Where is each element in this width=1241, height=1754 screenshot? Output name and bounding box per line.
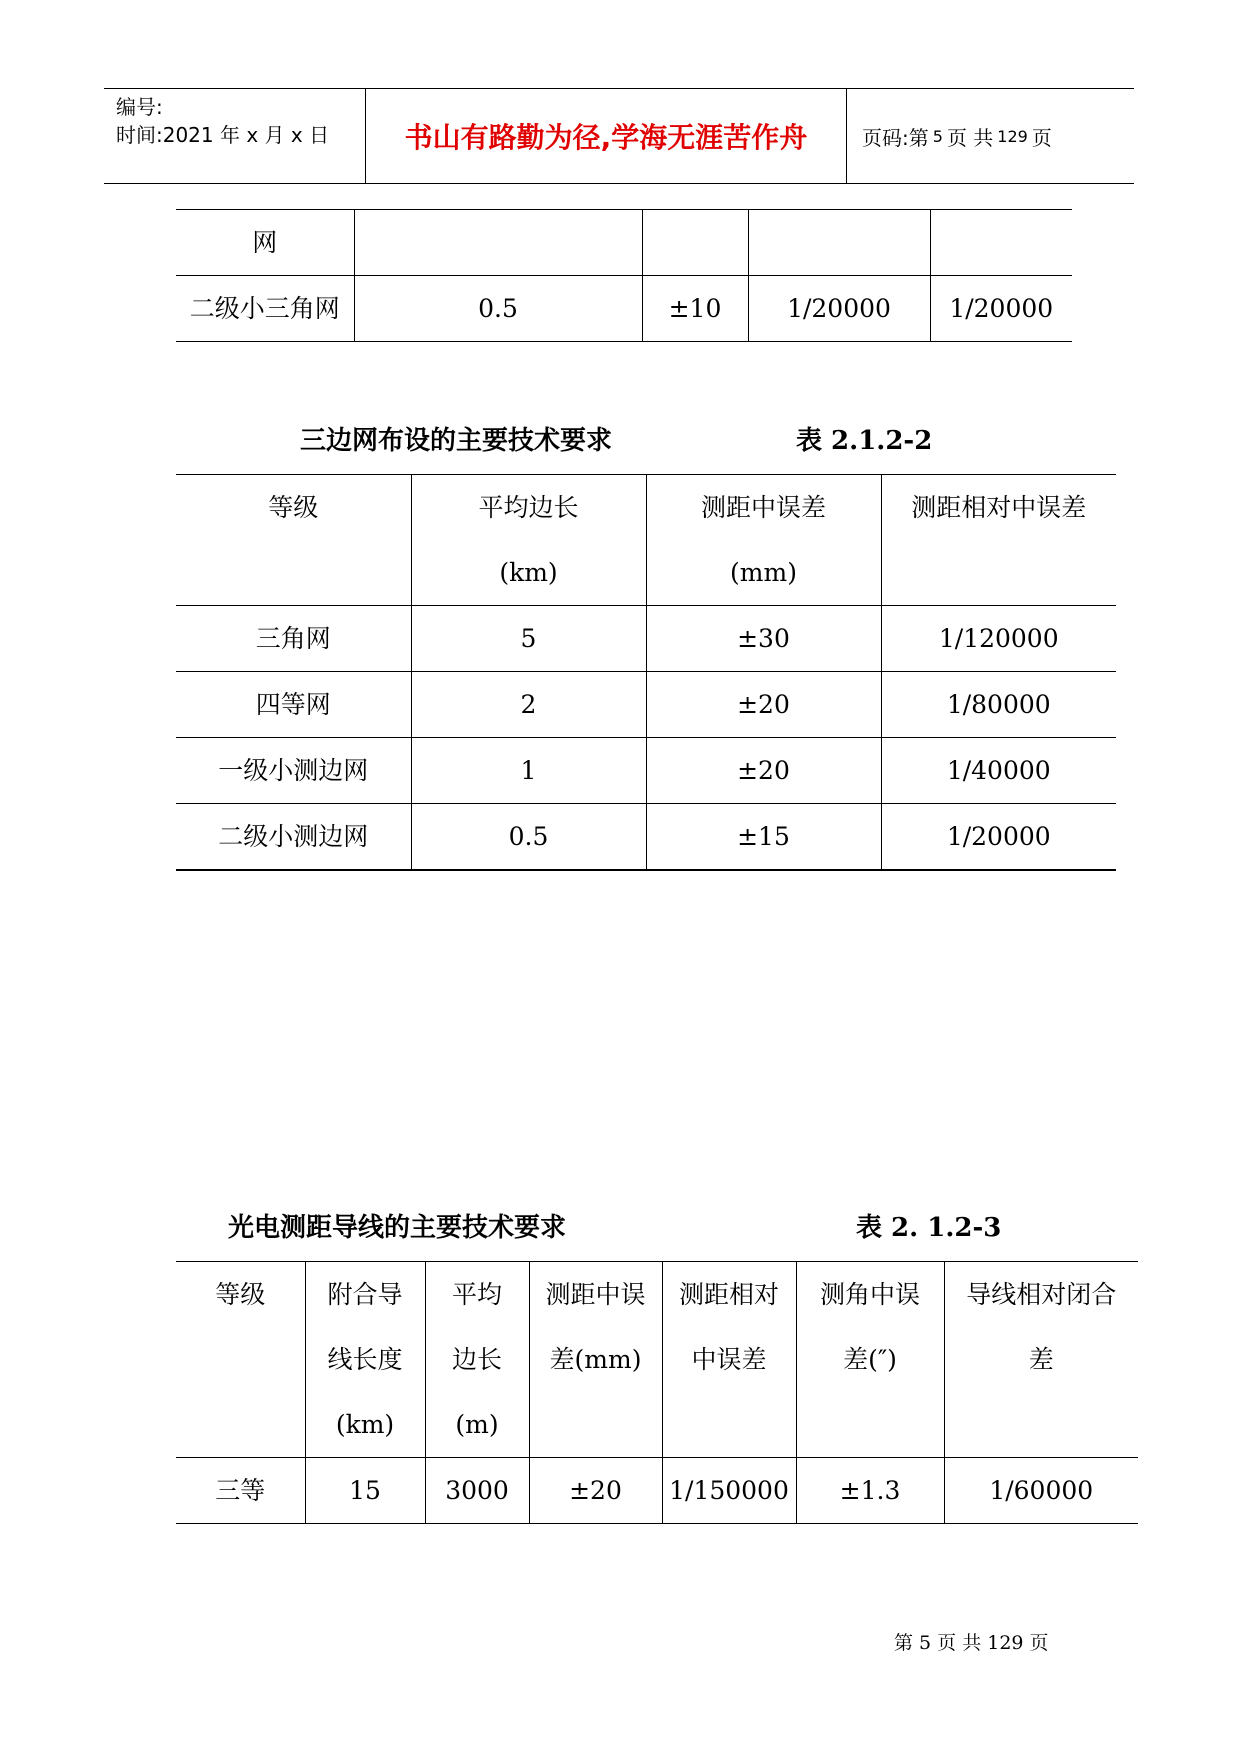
table-cell [930,210,1072,276]
page-middle: 页 共 [946,125,994,150]
page-header [104,88,1134,184]
table-header-cell: 导线相对闭合差 [944,1262,1138,1458]
table-cell: 1/80000 [881,672,1116,738]
table-cell: 1/60000 [944,1458,1138,1524]
table-cell [354,210,642,276]
table-header-cell: 等级 [176,475,411,606]
triangulation-table-continued [176,209,1072,342]
table-header-cell: 平均边长(m) [425,1262,529,1458]
table-cell: ±20 [646,738,881,804]
table-header-cell: 测距相对中误差 [662,1262,796,1458]
table-cell: 1/20000 [881,804,1116,871]
table-cell: 网 [176,210,354,276]
table-cell: ±20 [529,1458,662,1524]
header-page-number [846,89,1134,183]
table2-number: 表 2.1.2-2 [796,426,933,456]
table-cell: 二级小测边网 [176,804,411,871]
table-row [176,804,1116,871]
table-header-row [176,475,1116,606]
table-cell: ±30 [646,606,881,672]
table-cell: 三角网 [176,606,411,672]
table-cell: 1/150000 [662,1458,796,1524]
table-header-cell: 等级 [176,1262,305,1458]
trilateration-table [176,474,1116,871]
table-header-cell: 附合导线长度(km) [305,1262,425,1458]
table3-number: 表 2. 1.2-3 [856,1213,1002,1243]
table-cell [642,210,748,276]
table-header-cell: 测距中误差(mm) [529,1262,662,1458]
table3-caption: 光电测距导线的主要技术要求 [228,1213,567,1243]
table-header-row [176,1262,1138,1458]
table-cell: 四等网 [176,672,411,738]
table-cell: 一级小测边网 [176,738,411,804]
table-cell: 1 [411,738,646,804]
table-cell: 0.5 [354,276,642,342]
traverse-table [176,1261,1138,1524]
table-cell: ±10 [642,276,748,342]
table2-caption: 三边网布设的主要技术要求 [300,426,613,456]
table-cell: ±1.3 [796,1458,944,1524]
table-header-cell: 测距中误差(mm) [646,475,881,606]
table-header-cell: 测距相对中误差 [881,475,1116,606]
header-meta [104,89,366,183]
table-header-cell: 测角中误差(″) [796,1262,944,1458]
table-row [176,672,1116,738]
serial-label: 编号: [116,95,163,119]
table-cell: 15 [305,1458,425,1524]
table-cell: 3000 [425,1458,529,1524]
date-label: 时间:2021 年 x 月 x 日 [116,123,330,147]
page-footer: 第 5 页 共 129 页 [894,1632,1049,1654]
table-cell: 5 [411,606,646,672]
table-cell: 1/20000 [930,276,1072,342]
table-cell: 0.5 [411,804,646,871]
table-row [176,210,1072,276]
table-cell: 1/120000 [881,606,1116,672]
table-cell: 三等 [176,1458,305,1524]
table-cell: 二级小三角网 [176,276,354,342]
table-cell: 1/40000 [881,738,1116,804]
table-cell: ±20 [646,672,881,738]
table-cell [748,210,930,276]
page-prefix: 页码:第 [862,125,929,150]
table-cell: 2 [411,672,646,738]
table-row [176,276,1072,342]
table-cell: 1/20000 [748,276,930,342]
table-cell: ±15 [646,804,881,871]
page-suffix: 页 [1031,125,1052,150]
table-row [176,1458,1138,1524]
table-header-cell: 平均边长(km) [411,475,646,606]
page-current: 5 [932,126,943,146]
header-motto: 书山有路勤为径,学海无涯苦作舟 [366,89,847,183]
table-row [176,606,1116,672]
table-row [176,738,1116,804]
page-total: 129 [997,126,1028,146]
